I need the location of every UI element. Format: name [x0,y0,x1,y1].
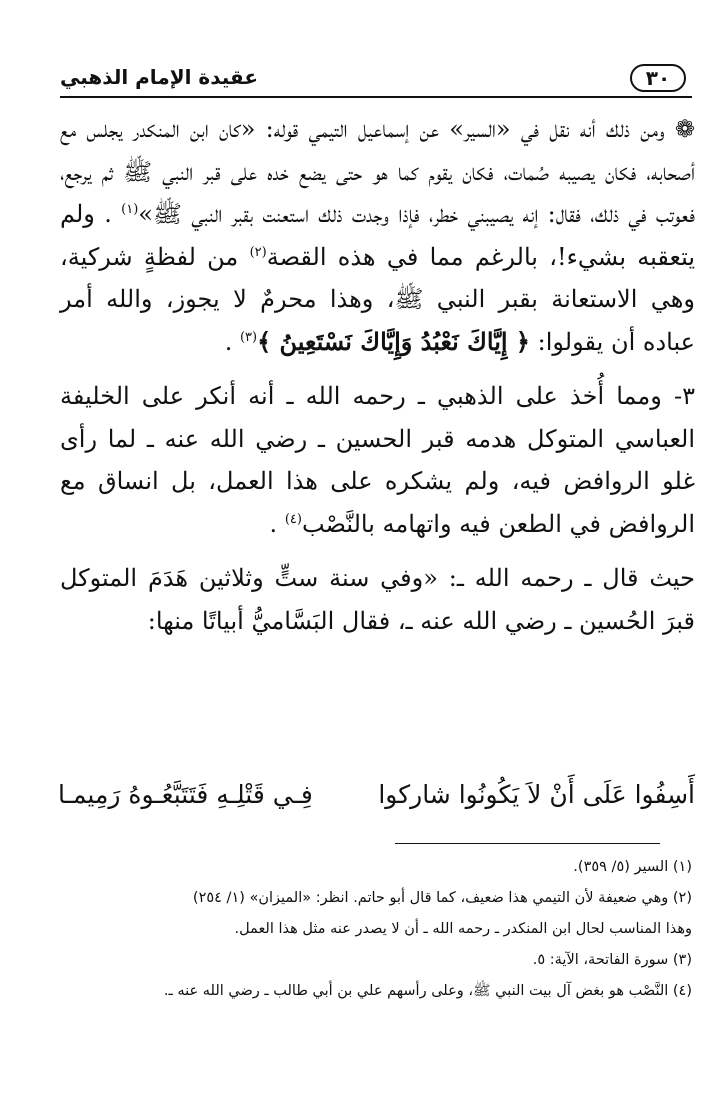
footnote-ref-4: (٤) [284,511,302,527]
verse-first-hemistich: أَسِفُوا عَلَى أَنْ لاَ يَكُونُوا شاركوا [378,780,695,809]
footnote-ref-3: (٣) [239,329,258,345]
header-divider [60,96,692,98]
footnote-ref-1: (١) [121,202,139,217]
footnote-divider [395,843,660,844]
quran-verse: ﴿ إِيَّاكَ نَعْبُدُ وَإِيَّاكَ نَسْتَعِينُ ﴾ [257,326,530,356]
verse-second-hemistich: فِـي قَتْلِـهِ فَتَتَبَّعُـوهُ رَمِيمـا [58,780,313,809]
footnote-ref-2: (٢) [249,244,267,260]
footnote-2-continued: وهذا المناسب لحال ابن المنكدر ـ رحمه الله ـ أن لا يصدر عنه مثل هذا العمل. [234,921,692,937]
footnotes [60,852,692,1007]
page-number: ٣٠ [630,64,686,92]
paragraph-1: ❁ ومن ذلك أنه نقل في «السير» عن إسماعيل التيمي قوله: «كان ابن المنكدر يجلس مع أصحابه، فكان يصيبه صُمات، فكان يقوم كما هو حتى يضع خده على قبر النبي ﷺ ثم يرجع، فعوتب في ذلك، فقال: إنه يصيبني خطر، فإذا وجدت ذلك استعنت بقبر النبي ﷺ»$^{(١)}$ . ولم يتعقبه بشيء!، بالرغم مما في هذه القصة$^{(٢)}$ من لفظةٍ شركية، وهي الاستعانة بقبر النبي ﷺ، وهذا محرمٌ لا يجوز، والله أمر عباده أن يقولوا: ﴿ إِيَّاكَ نَعْبُدُ وَإِيَّاكَ نَسْتَعِينُ ﴾$^{(٣)}$ . [60,115,696,356]
footnote-3: (٣) سورة الفاتحة، الآية: ٥. [532,952,692,968]
book-title: عقيدة الإمام الذهبي [60,65,258,89]
footnote-2: (٢) وهي ضعيفة لأن التيمي هذا ضعيف، كما قال أبو حاتم. انظر: «الميزان» (١/ ٢٥٤) [192,890,692,906]
paragraph-2: ٣- ومما أُخذ على الذهبي ـ رحمه الله ـ أنه أنكر على الخليفة العباسي المتوكل هدمه قبر الحسين ـ رضي الله عنه ـ لما رأى غلو الروافض فيه، ولم يشكره على هذا العمل، بل انساق مع الروافض في الطعن فيه واتهامه بالنَّصْب$^{(٤)}$ . [60,382,695,538]
footnote-4: (٤) النَّصْب هو بغض آل بيت النبي ﷺ، وعلى رأسهم علي بن أبي طالب ـ رضي الله عنه ـ. [163,983,692,999]
poetry-verse [58,772,695,820]
footnote-1: (١) السير (٥/ ٣٥٩). [573,859,692,875]
page-header [60,62,692,100]
paragraph-3: حيث قال ـ رحمه الله ـ: «وفي سنة ستٍّ وثلاثين هَدَمَ المتوكل قبرَ الحُسين ـ رضي الله عنه ـ، فقال البَسَّاميُّ أبياتًا منها: [60,564,695,635]
main-text [60,108,695,642]
